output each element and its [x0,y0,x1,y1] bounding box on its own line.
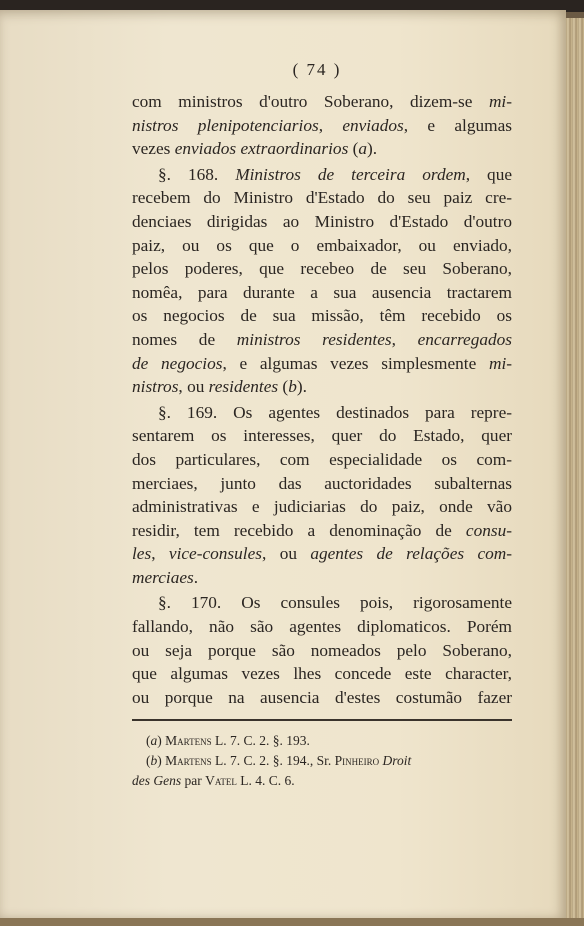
text-span: §. 170. Os consules pois, rigorosamente [158,593,512,613]
text-line [132,519,512,543]
text-line [132,210,512,234]
scan-bottom-border [0,918,584,926]
text-span: §. 168. [158,164,236,184]
text-line [132,281,512,305]
footnote-line [132,771,512,791]
italic-span: nistros plenipotenciarios [132,115,319,135]
text-line [132,328,512,352]
text-span: denciaes dirigidas ao Ministro d'Estado d'outro [132,211,512,231]
text-span: , e algumas vezes simplesmente [222,353,489,373]
footnote-rule [132,719,512,721]
text-span: administrativas e judiciarias do paiz, onde vão [132,497,512,517]
text-line [132,472,512,496]
text-span: dos particulares, com especialidade os com- [132,449,512,469]
text-line [132,686,512,710]
text-span: §. 169. Os agentes destinados para repre- [158,402,512,422]
text-span: ) [157,753,166,769]
italic-span: mi- [488,353,513,373]
text-span: L. 4. C. 6. [236,773,295,789]
text-span: ( [146,733,151,749]
text-line [132,401,512,425]
text-line [132,566,512,590]
text-span: , [391,329,418,349]
page-text [132,60,512,791]
footnote-line [132,751,512,771]
text-span: ou porque na ausencia d'estes costumão fazer [132,687,512,707]
text-line [132,137,512,161]
text-span: ( [348,139,359,159]
text-span: que algumas vezes lhes concede este character, [132,664,512,684]
text-line [132,591,512,615]
text-line [132,163,512,187]
text-span: ) [157,733,166,749]
text-span: pelos poderes, que recebeo de seu Soberano, [132,259,512,279]
text-span: com ministros d'outro Soberano, dizem-se [132,92,489,111]
body-text [132,90,512,709]
page-edges [566,18,584,920]
small-caps-span: Martens [165,733,212,749]
italic-span: merciaes [132,567,194,587]
text-line [132,234,512,258]
italic-span: des Gens [132,773,182,789]
text-span: vezes [132,139,175,159]
text-line [132,542,512,566]
text-span: L. 7. C. 2. §. 194., Sr. [211,753,335,769]
text-line [132,424,512,448]
italic-span: Droit [382,753,412,769]
text-span: sentarem os interesses, quer do Estado, quer [132,426,512,446]
text-span: L. 7. C. 2. §. 193. [211,733,310,749]
text-line [132,257,512,281]
text-span: recebem do Ministro d'Estado do seu paiz cre- [132,188,512,208]
italic-span: Ministros de terceira ordem [235,164,466,184]
footnotes [132,731,512,791]
text-line [132,352,512,376]
footnote-line [132,731,512,751]
text-span: ). [367,139,378,159]
italic-span: b [288,377,297,397]
italic-span: residentes [208,377,279,397]
page-number: ( 74 ) [292,60,342,79]
text-span: ( [278,377,289,397]
text-span: fallando, não são agentes diplomaticos. Porém [132,617,512,637]
text-span: nomêa, para durante a sua ausencia tractarem [132,282,512,302]
text-span: os negocios de sua missão, têm recebido os [132,306,512,326]
italic-span: de negocios [132,353,223,373]
italic-span: b [150,753,158,769]
small-caps-span: Vatel [205,773,237,789]
italic-span: a [358,139,368,159]
text-line [132,90,512,114]
text-span: merciaes, junto das auctoridades subalternas [132,473,512,493]
text-span: ou seja porque são nomeados pelo Soberano, [132,640,512,660]
text-span: . [193,567,199,587]
text-span: , ou [178,377,209,397]
text-line [132,375,512,399]
italic-span: les [132,544,152,564]
text-span: residir, tem recebido a denominação de [132,520,466,540]
italic-span: mi- [488,92,512,111]
text-span: nomes de [132,329,237,349]
italic-span: ministros residentes [236,329,392,349]
italic-span: nistros [132,377,179,397]
small-caps-span: Martens [165,753,212,769]
text-line [132,304,512,328]
italic-span: vice-consules [168,544,262,564]
text-span: , ou [262,544,311,564]
text-span: , que [465,164,513,184]
text-line [132,448,512,472]
italic-span: encarregados [417,329,512,349]
text-line [132,495,512,519]
text-span: paiz, ou os que o embaixador, ou enviado, [132,235,512,255]
text-line [132,615,512,639]
italic-span: agentes de relações com- [310,544,513,564]
text-span: , [318,115,343,135]
italic-span: enviados [342,115,404,135]
text-line [132,114,512,138]
italic-span: consu- [465,520,512,540]
text-line [132,639,512,663]
text-line [132,186,512,210]
italic-span: enviados extraordinarios [174,139,349,159]
small-caps-span: Pinheiro [334,753,380,769]
text-span: , e algumas [403,115,512,135]
text-span: ( [146,753,151,769]
text-line [132,662,512,686]
italic-span: a [150,733,158,749]
text-span: ). [296,377,307,397]
text-span: , [151,544,169,564]
text-span: par [181,773,206,789]
